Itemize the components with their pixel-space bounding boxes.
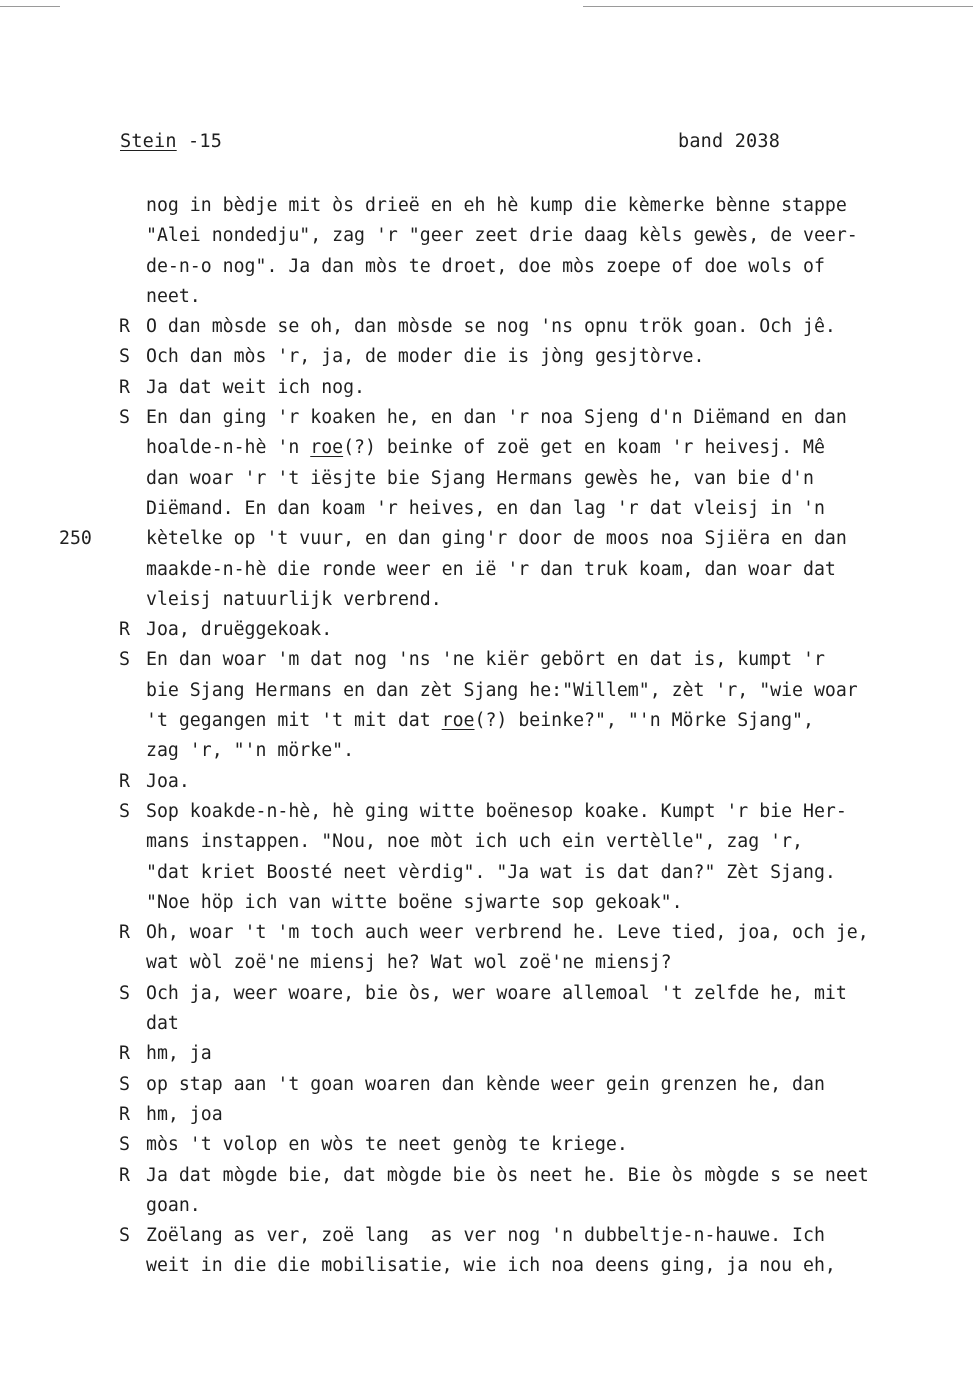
transcript-line xyxy=(0,1191,973,1221)
speaker-label: S xyxy=(119,649,130,671)
speaker-label: S xyxy=(119,1225,130,1247)
transcript-line xyxy=(0,767,973,797)
line-text: nog in bèdje mit òs drieë en eh hè kump die kèmerke bènne stappe xyxy=(146,195,847,216)
transcript-line xyxy=(0,645,973,675)
speaker-label: R xyxy=(119,316,130,338)
line-text: neet. xyxy=(146,285,201,307)
line-text: mòs 't volop en wòs te neet genòg te kriege. xyxy=(146,1134,628,1156)
line-text: hm, ja xyxy=(146,1043,212,1065)
line-text: bie Sjang Hermans en dan zèt Sjang he:"Willem", zèt 'r, "wie woar xyxy=(146,679,858,701)
transcript-line xyxy=(0,585,973,615)
transcript-line xyxy=(0,403,973,433)
speaker-label: S xyxy=(119,800,130,822)
transcript-line xyxy=(0,252,973,282)
line-text: de-n-o nog". Ja dan mòs te droet, doe mòs zoepe of doe wols of xyxy=(146,255,825,277)
line-text: Diëmand. En dan koam 'r heives, en dan lag 'r dat vleisj in 'n xyxy=(146,497,825,519)
line-text: Zoëlang as ver, zoë lang as ver nog 'n dubbeltje-n-hauwe. Ich xyxy=(146,1225,825,1247)
line-text: Oh, woar 't 'm toch auch weer verbrend he. Leve tied, joa, och je, xyxy=(146,922,869,944)
speaker-label: R xyxy=(119,922,130,944)
line-text xyxy=(146,706,814,736)
speaker-label: R xyxy=(119,1043,130,1065)
speaker-label: R xyxy=(119,619,130,641)
transcript-line xyxy=(0,615,973,645)
line-text: maakde-n-hè die ronde weer en ië 'r dan truk koam, dan woar dat xyxy=(146,558,836,580)
line-text: dan woar 'r 't iësjte bie Sjang Hermans gewès he, van bie d'n xyxy=(146,467,814,489)
underlined-word: roe xyxy=(441,710,475,732)
transcript-line xyxy=(0,827,973,857)
transcript-line xyxy=(0,797,973,827)
transcript-line xyxy=(0,494,973,524)
line-text: Och ja, weer woare, bie òs, wer woare allemoal 't zelfde he, mit xyxy=(146,982,847,1004)
line-text-part: 't gegangen mit 't mit dat xyxy=(146,710,442,732)
underlined-word: roe xyxy=(310,437,344,459)
transcript-line xyxy=(0,736,973,766)
line-text xyxy=(146,433,825,463)
speaker-label: R xyxy=(119,1103,130,1125)
transcript-line xyxy=(0,918,973,948)
transcript-line xyxy=(0,464,973,494)
line-text: wat wòl zoë'ne miensj he? Wat wol zoë'ne miensj? xyxy=(146,952,672,974)
transcript-line xyxy=(0,1100,973,1130)
transcript-line xyxy=(0,1039,973,1069)
line-text: En dan woar 'm dat nog 'ns 'ne kiër gebört en dat is, kumpt 'r xyxy=(146,649,825,671)
transcript-line xyxy=(0,979,973,1009)
line-text: Joa, druëggekoak. xyxy=(146,619,333,641)
speaker-label: R xyxy=(119,770,130,792)
transcript-body xyxy=(0,191,973,1282)
transcript-line xyxy=(0,312,973,342)
speaker-label: S xyxy=(119,1134,130,1156)
line-text-part: hoalde-n-hè 'n xyxy=(146,437,311,459)
line-text-part: (?) beinke of zoë get en koam 'r heivesj. Mê xyxy=(343,437,825,459)
transcript-line xyxy=(0,221,973,251)
line-text: hm, joa xyxy=(146,1103,223,1125)
line-text: Sop koakde-n-hè, hè ging witte boënesop koake. Kumpt 'r bie Her- xyxy=(146,800,847,822)
line-text: Ja dat mògde bie, dat mògde bie òs neet he. Bie òs mògde s se neet xyxy=(146,1164,869,1186)
transcript-line xyxy=(0,1130,973,1160)
line-text: vleisj natuurlijk verbrend. xyxy=(146,588,442,610)
header-left xyxy=(120,131,222,152)
line-text: mans instappen. "Nou, noe mòt ich uch ein vertèlle", zag 'r, xyxy=(146,831,803,853)
header-right: band 2038 xyxy=(678,131,781,152)
line-number: 250 xyxy=(59,528,92,550)
speaker-label: S xyxy=(119,346,130,368)
line-text: Joa. xyxy=(146,770,190,792)
line-text: "Alei nondedju", zag 'r "geer zeet drie daag kèls gewès, de veer- xyxy=(146,225,858,247)
transcript-line xyxy=(0,524,973,554)
transcript-line xyxy=(0,282,973,312)
speaker-label: S xyxy=(119,407,130,429)
transcript-line xyxy=(0,1009,973,1039)
line-text: zag 'r, "'n mörke". xyxy=(146,740,355,762)
top-rule-left xyxy=(0,6,60,7)
line-text: "dat kriet Boosté neet vèrdig". "Ja wat is dat dan?" Zèt Sjang. xyxy=(146,861,836,883)
transcript-line xyxy=(0,676,973,706)
transcript-line xyxy=(0,1070,973,1100)
header-page-number: -15 xyxy=(176,131,223,152)
transcript-line xyxy=(0,373,973,403)
header-speaker-name: Stein xyxy=(120,131,177,152)
speaker-label: R xyxy=(119,376,130,398)
line-text: op stap aan 't goan woaren dan kènde weer gein grenzen he, dan xyxy=(146,1073,825,1095)
line-text: weit in die die mobilisatie, wie ich noa deens ging, ja nou eh, xyxy=(146,1255,836,1277)
line-text-part: (?) beinke?", "'n Mörke Sjang", xyxy=(474,710,814,732)
transcript-line xyxy=(0,342,973,372)
transcript-line xyxy=(0,191,973,221)
speaker-label: S xyxy=(119,982,130,1004)
top-rule-right xyxy=(583,6,973,7)
line-text: goan. xyxy=(146,1194,201,1216)
line-text: "Noe höp ich van witte boëne sjwarte sop gekoak". xyxy=(146,891,683,913)
transcript-line xyxy=(0,1251,973,1281)
transcript-line xyxy=(0,1221,973,1251)
transcript-line xyxy=(0,948,973,978)
line-text: En dan ging 'r koaken he, en dan 'r noa Sjeng d'n Diëmand en dan xyxy=(146,407,847,429)
transcript-line xyxy=(0,706,973,736)
line-text: dat xyxy=(146,1013,179,1035)
line-text: O dan mòsde se oh, dan mòsde se nog 'ns opnu trök goan. Och jê. xyxy=(146,316,836,338)
line-text: Och dan mòs 'r, ja, de moder die is jòng gesjtòrve. xyxy=(146,346,705,368)
line-text: Ja dat weit ich nog. xyxy=(146,376,365,398)
transcript-line xyxy=(0,433,973,463)
speaker-label: R xyxy=(119,1164,130,1186)
transcript-line xyxy=(0,888,973,918)
transcript-line xyxy=(0,858,973,888)
transcript-line xyxy=(0,1161,973,1191)
speaker-label: S xyxy=(119,1073,130,1095)
line-text: kètelke op 't vuur, en dan ging'r door de moos noa Sjiëra en dan xyxy=(146,528,847,550)
transcript-line xyxy=(0,555,973,585)
